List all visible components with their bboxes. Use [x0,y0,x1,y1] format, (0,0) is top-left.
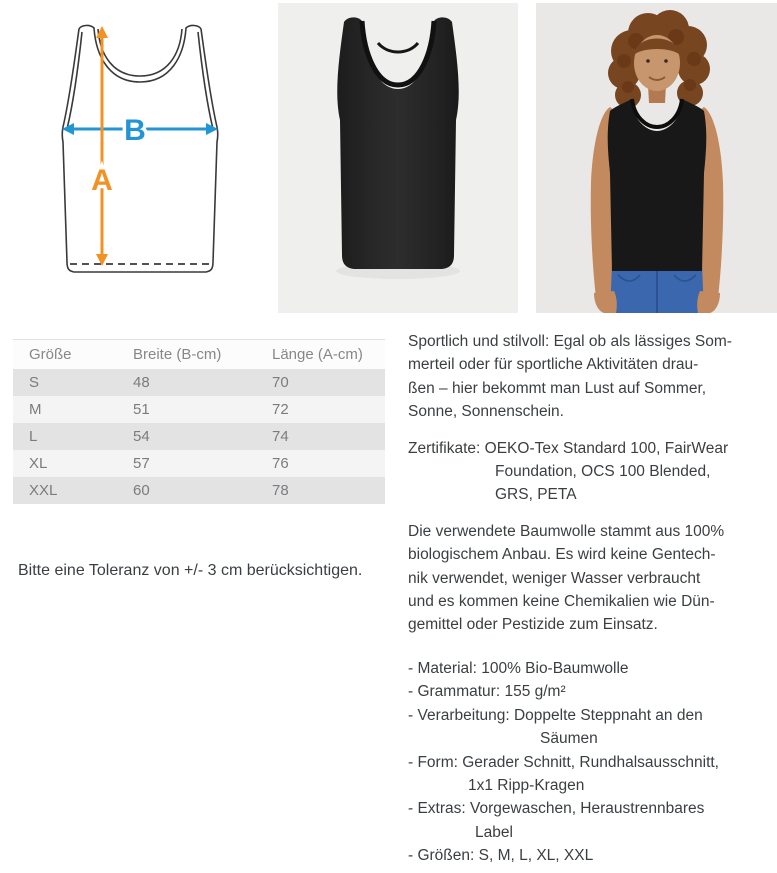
size-diagram [58,12,222,302]
text-line: Foundation, OCS 100 Blended, [495,463,711,481]
text-line: und es kommen keine Chemikalien wie Dün- [408,593,715,611]
text-line: Zertifikate: OEKO-Tex Standard 100, FairWear [408,439,729,457]
description-column [408,330,777,868]
size-cell: M [29,401,42,418]
table-row-m [13,396,385,423]
length-cell: 72 [272,401,289,418]
width-label-b: B [124,114,146,147]
text-line: Label [475,823,513,841]
product-photo-black-tank-top[interactable] [278,3,518,313]
size-cell: S [29,374,40,391]
text-line: - Größen: S, M, L, XL, XXL [408,847,594,865]
table-row-xxl [13,477,385,504]
size-cell: XXL [29,482,58,499]
table-row-l [13,423,385,450]
text-line: biologischem Anbau. Es wird keine Gentech- [408,546,716,564]
column-header-length: Länge (A-cm) [272,346,363,363]
table-row-s [13,369,385,396]
paragraph-attributes [408,657,777,868]
text-line: Die verwendete Baumwolle stammt aus 100% [408,522,725,540]
text-line: - Verarbeitung: Doppelte Steppnaht an den [408,706,703,724]
length-cell: 76 [272,455,289,472]
size-cell: L [29,428,38,445]
width-cell: 60 [133,482,150,499]
column-header-width: Breite (B-cm) [133,346,222,363]
paragraph-intro [408,330,777,424]
length-cell: 70 [272,374,289,391]
size-table-header-row [13,339,385,369]
text-line: Säumen [540,730,598,748]
text-line: gemittel oder Pestizide zum Einsatz. [408,616,658,634]
width-cell: 54 [133,428,150,445]
jeans [610,265,704,313]
width-cell: 48 [133,374,150,391]
tolerance-note: Bitte eine Toleranz von +/- 3 cm berücksichtigen. [18,562,363,579]
length-arrow [96,26,108,266]
tank-top-outline [62,25,218,272]
size-table-body [13,369,385,504]
tank-top-measurement-drawing [58,12,222,302]
black-tank-top-image [278,3,518,313]
width-cell: 51 [133,401,150,418]
length-label-a: A [91,164,113,197]
column-header-size: Größe [29,346,72,363]
size-cell: XL [29,455,48,472]
text-line: GRS, PETA [495,486,577,504]
text-line: - Extras: Vorgewaschen, Heraustrennbares [408,800,705,818]
model-photo-man-wearing-tank-top[interactable] [536,3,777,313]
text-line: - Form: Gerader Schnitt, Rundhalsausschnitt, [408,753,719,771]
size-table [13,339,385,504]
text-line: ßen – hier bekommt man Lust auf Sommer, [408,379,707,397]
text-line: 1x1 Ripp-Kragen [468,776,585,794]
model-image [536,3,777,313]
table-row-xl [13,450,385,477]
length-cell: 74 [272,428,289,445]
length-cell: 78 [272,482,289,499]
text-line: Sportlich und stilvoll: Egal ob als lässiges Som- [408,333,732,350]
text-line: merteil oder für sportliche Aktivitäten drau- [408,356,699,374]
text-line: nik verwendet, weniger Wasser verbraucht [408,569,701,587]
text-line: Sonne, Sonnenschein. [408,403,564,421]
width-cell: 57 [133,455,150,472]
text-line: - Material: 100% Bio-Baumwolle [408,659,629,677]
text-line: - Grammatur: 155 g/m² [408,683,566,701]
paragraph-cotton [408,520,777,637]
paragraph-certificates [408,437,777,507]
